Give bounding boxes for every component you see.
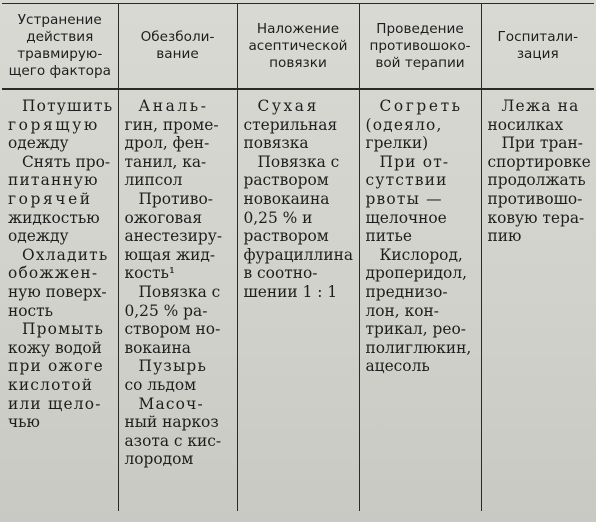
cell-line: танил, ка- (124, 152, 207, 171)
cell-line: дроперидол, (365, 264, 467, 283)
cell-line: ную поверх- (8, 282, 107, 301)
cell-line: питанную (8, 171, 99, 190)
cell-line: спортировке (487, 152, 591, 171)
header-line: щего фактора (8, 63, 111, 79)
cell-line: щелочное (365, 208, 447, 227)
header-line: Наложение (256, 20, 340, 37)
cell-line: кожу водой (8, 338, 102, 357)
cell-line: преднизо- (365, 282, 448, 301)
cell-line: со льдом (124, 375, 197, 394)
body-cell (237, 89, 359, 511)
body-cell (481, 89, 594, 511)
header-line: асептической (248, 37, 348, 54)
header-line: Устранение (17, 12, 102, 28)
header-line: зация (516, 46, 559, 62)
cell-line: питье (365, 227, 413, 246)
cell-line: противошо- (487, 189, 583, 208)
cell-line: продолжать (487, 171, 586, 190)
body-cell (359, 89, 481, 511)
header-cell (481, 4, 594, 90)
cell-line: трикал, рео- (365, 320, 466, 339)
cell-line: лородом (124, 450, 194, 469)
cell-line: ковую тера- (487, 208, 585, 227)
cell-line: Потушить (22, 97, 114, 115)
header-line: действия (26, 29, 94, 45)
cell-line: стерильная (243, 115, 338, 134)
header-line: противошоко- (369, 37, 471, 54)
cell-line: Снять про- (22, 152, 111, 171)
cell-line: или щело- (8, 394, 102, 413)
cell-line: ность (8, 301, 54, 320)
cell-line: грелки) (365, 134, 429, 153)
header-cell (237, 4, 359, 90)
cell-line: (одеяло, (365, 115, 443, 134)
cell-line: вокаина (124, 338, 191, 357)
cell-line: ацесоль (365, 357, 430, 376)
cell-line: Сухая (257, 97, 319, 115)
cell-line: ющая жид- (124, 245, 216, 264)
cell-line: рвоты — (365, 189, 443, 208)
header-line: Обезболи- (140, 29, 215, 45)
header-line: Госпитали- (497, 29, 578, 45)
cell-line: гин, проме- (124, 115, 219, 134)
cell-line: чью (8, 413, 40, 432)
cell-line: обожжен- (8, 264, 99, 283)
cell-line: створом но- (124, 320, 221, 339)
cell-line: Кислород, (379, 245, 463, 264)
cell-line: азота с кис- (124, 431, 222, 450)
cell-line: Повязка с (257, 152, 340, 171)
cell-line: носилках (487, 115, 564, 134)
cell-line: одежду (8, 227, 69, 246)
cell-line: горящую (8, 115, 100, 134)
header-cell (359, 4, 481, 90)
cell-line: одежду (8, 134, 69, 153)
cell-line: ожоговая (124, 208, 203, 227)
cell-line: кислотой (8, 375, 94, 394)
cell-line: Согреть (379, 97, 463, 115)
body-cell (2, 89, 118, 511)
cell-line: горячей (8, 189, 93, 208)
cell-line: раствором (243, 171, 329, 190)
body-row (2, 89, 594, 511)
cell-line: дрол, фен- (124, 134, 210, 153)
cell-line: шении 1 : 1 (243, 282, 338, 301)
cell-line: Промыть (22, 320, 105, 339)
header-cell (2, 4, 118, 90)
header-row (2, 4, 594, 90)
cell-line: полиглюкин, (365, 338, 472, 357)
cell-line: лон, кон- (365, 301, 439, 320)
first-aid-burns-table (2, 3, 594, 511)
cell-line: 0,25 % и (243, 208, 313, 227)
cell-line: Охладить (22, 245, 109, 264)
cell-line: в соотно- (243, 264, 318, 283)
cell-line: раствором (243, 227, 329, 246)
cell-line: анестезиру- (124, 227, 223, 246)
cell-line: Противо- (138, 189, 213, 208)
body-cell (118, 89, 237, 511)
cell-line: Лежа на (501, 97, 580, 115)
header-line: повязки (269, 54, 327, 71)
cell-line: сутствии (365, 171, 448, 190)
header-cell (118, 4, 237, 90)
cell-line: Повязка с (138, 282, 221, 301)
cell-line: при ожоге (8, 357, 104, 376)
header-line: Проведение (376, 20, 464, 37)
cell-line: При тран- (501, 134, 583, 153)
header-line: вание (156, 46, 199, 62)
header-line: травмирую- (17, 46, 103, 62)
cell-line: Пузырь (138, 357, 208, 376)
cell-line: кость¹ (124, 264, 176, 283)
cell-line: Масоч- (138, 394, 204, 413)
cell-line: липсол (124, 171, 183, 190)
cell-line: 0,25 % ра- (124, 301, 208, 320)
cell-line: жидкостью (8, 208, 100, 227)
cell-line: При от- (379, 152, 450, 171)
cell-line: пию (487, 227, 522, 246)
cell-line: новокаина (243, 189, 330, 208)
cell-line: Аналь- (138, 97, 209, 115)
cell-line: ный наркоз (124, 413, 219, 432)
cell-line: фурациллина (243, 245, 354, 264)
cell-line: повязка (243, 134, 309, 153)
header-line: вой терапии (375, 54, 465, 71)
